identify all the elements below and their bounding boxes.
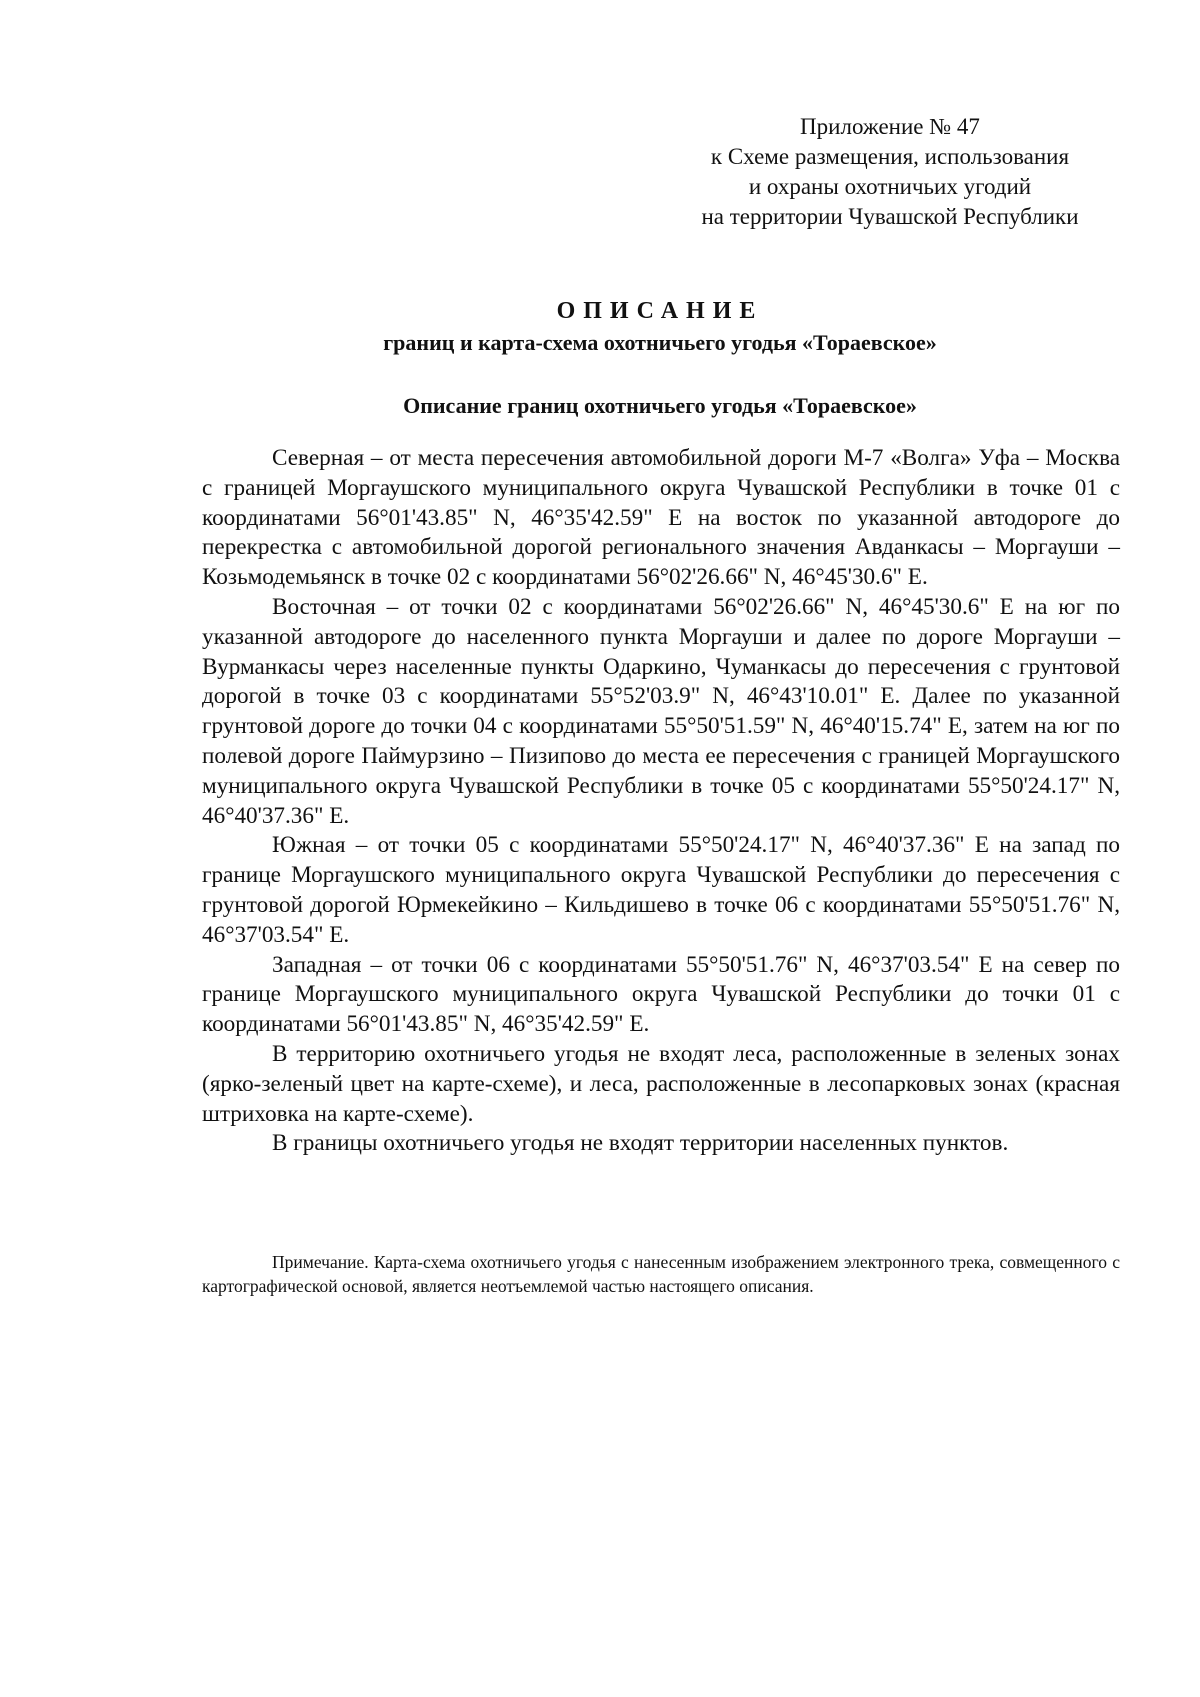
appendix-reference-line-3: на территории Чувашской Республики <box>701 204 1079 229</box>
document-subtitle: границ и карта-схема охотничьего угодья «Тораевское» <box>383 330 937 355</box>
paragraph-south-boundary: Южная – от точки 05 с координатами 55°50'24.17" N, 46°40'37.36" E на запад по границе Моргаушского муниципального округа Чувашской Республики до пересечения с грунтовой дорогой Юрмекейкино – Кильдишево в точке 06 с координатами 55°50'51.76" N, 46°37'03.54" E. <box>202 832 1120 948</box>
section-heading: Описание границ охотничьего угодья «Тораевское» <box>403 393 917 418</box>
appendix-reference-line-2: и охраны охотничьих угодий <box>748 174 1032 199</box>
boundary-description <box>202 444 1120 1159</box>
appendix-number: Приложение № 47 <box>800 114 980 139</box>
paragraph-east-boundary: Восточная – от точки 02 с координатами 56°02'26.66" N, 46°45'30.6" E на юг по указанной автодороге до населенного пункта Моргауши и далее по дороге Моргауши – Вурманкасы через населенные пункты Одаркино, Чуманкасы до пересечения с грунтовой дорогой в точке 03 с координатами 55°52'03.9" N, 46°43'10.01" E. Далее по указанной грунтовой дороге до точки 04 с координатами 55°50'51.59" N, 46°40'15.74" E, затем на юг по полевой дороге Паймурзино – Пизипово до места ее пересечения с границей Моргаушского муниципального округа Чувашской Республики в точке 05 с координатами 55°50'24.17" N, 46°40'37.36" E. <box>202 593 1120 829</box>
footnote: Примечание. Карта-схема охотничьего угодья с нанесенным изображением электронного трека, совмещенного с картографической основой, является неотъемлемой частью настоящего описания. <box>202 1252 1120 1296</box>
paragraph-excluded-settlements: В границы охотничьего угодья не входят территории населенных пунктов. <box>272 1130 1009 1157</box>
paragraph-excluded-forests: В территорию охотничьего угодья не входят леса, расположенные в зеленых зонах (ярко-зеленый цвет на карте-схеме), и леса, расположенные в лесопарковых зонах (красная штриховка на карте-схеме). <box>202 1040 1120 1127</box>
appendix-reference-line-1: к Схеме размещения, использования <box>710 144 1070 169</box>
appendix-block <box>660 112 1120 232</box>
paragraph-north-boundary: Северная – от места пересечения автомобильной дороги М-7 «Волга» Уфа – Москва с границей Моргаушского муниципального округа Чувашской Республики в точке 01 с координатами 56°01'43.85" N, 46°35'42.59" E на восток по указанной автодороге до перекрестка с автомобильной дорогой регионального значения Авданкасы – Моргауши – Козьмодемьянск в точке 02 с координатами 56°02'26.66" N, 46°45'30.6" E. <box>202 445 1120 591</box>
document-title: ОПИСАНИЕ <box>556 298 764 324</box>
paragraph-west-boundary: Западная – от точки 06 с координатами 55°50'51.76" N, 46°37'03.54" E на север по границе Моргаушского муниципального округа Чувашской Республики до точки 01 с координатами 56°01'43.85" N, 46°35'42.59" E. <box>202 951 1120 1038</box>
